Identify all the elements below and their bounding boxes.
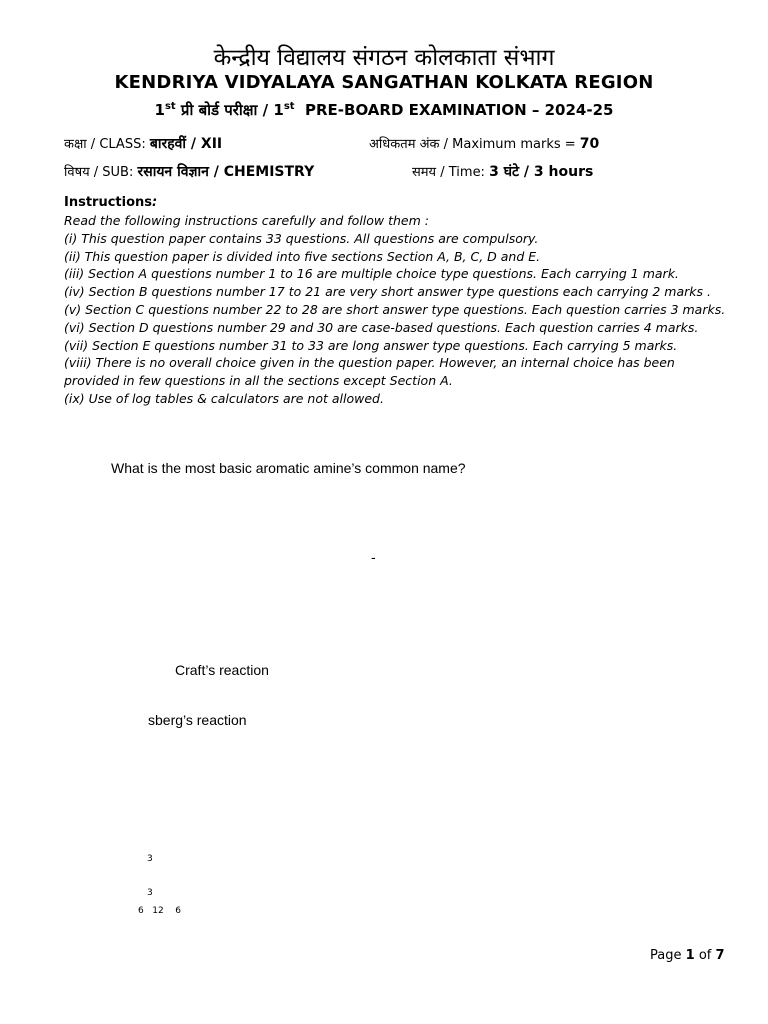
subscript-3-a: 3 <box>147 854 153 864</box>
marks-value: 70 <box>579 136 600 152</box>
page-of: of <box>698 948 712 963</box>
marks-line <box>369 134 599 152</box>
instruction-line: Read the following instructions carefully and follow them : <box>64 213 429 228</box>
instruction-line: (iv) Section B questions number 17 to 21 are very short answer type questions each carrying 2 marks . <box>64 284 711 300</box>
subject-line <box>64 162 314 181</box>
instructions-list <box>64 212 725 408</box>
class-line <box>64 134 222 153</box>
exam-title <box>0 100 768 120</box>
question-text: What is the most basic aromatic amine’s common name? <box>111 460 466 476</box>
exam-hindi: प्री बोर्ड परीक्षा / 1 <box>180 101 284 119</box>
exam-sup: st <box>164 101 176 112</box>
instruction-line: (vi) Section D questions number 29 and 30 are case-based questions. Each question carries 4 marks. <box>64 319 699 335</box>
page-prefix: Page <box>650 948 682 963</box>
marks-label: अधिकतम अंक / Maximum marks = <box>369 137 576 152</box>
instructions-heading-text: Instructions <box>64 195 153 210</box>
instruction-line: (iii) Section A questions number 1 to 16 are multiple choice type questions. Each carrying 1 mark. <box>64 266 679 282</box>
instruction-line: (i) This question paper contains 33 questions. All questions are compulsory. <box>64 230 539 246</box>
instruction-line: provided in few questions in all the sections except Section A. <box>64 373 453 389</box>
option-hinsberg-reaction: sberg’s reaction <box>148 712 247 728</box>
subject-label: विषय / SUB: <box>64 165 134 180</box>
formula-subscripts: 6 12 6 <box>138 906 181 916</box>
instruction-line: (ii) This question paper is divided into five sections Section A, B, C, D and E. <box>64 248 541 264</box>
instruction-line: (vii) Section E questions number 31 to 33 are long answer type questions. Each carrying 5 marks. <box>64 337 678 353</box>
dash-mark: - <box>371 549 376 565</box>
time-value: 3 घंटे / 3 hours <box>489 164 594 180</box>
region-title: KENDRIYA VIDYALAYA SANGATHAN KOLKATA REGION <box>114 72 654 93</box>
exam-sup-2: st <box>283 101 295 112</box>
class-label: कक्षा / CLASS: <box>64 137 146 152</box>
instruction-line: (v) Section C questions number 22 to 28 are short answer type questions. Each question carries 3 marks. <box>64 301 726 317</box>
exam-english: PRE-BOARD EXAMINATION – 2024-25 <box>305 101 614 119</box>
instructions-heading-suffix: : <box>152 195 158 210</box>
instructions-heading <box>64 195 157 210</box>
option-crafts-reaction: Craft’s reaction <box>175 662 269 678</box>
time-label: समय / Time: <box>412 165 485 180</box>
class-value: बारहवीं / XII <box>149 136 223 152</box>
subject-value: रसायन विज्ञान / CHEMISTRY <box>137 164 315 180</box>
page-number <box>650 948 725 963</box>
instruction-line: (viii) There is no overall choice given in the question paper. However, an internal choice has been <box>64 355 675 371</box>
time-line <box>412 162 593 181</box>
page-current: 1 <box>685 948 695 963</box>
subscript-3-b: 3 <box>147 888 153 898</box>
instruction-line: (ix) Use of log tables & calculators are not allowed. <box>64 390 384 406</box>
hindi-title: केन्द्रीय विद्यालय संगठन कोलकाता संभाग <box>213 45 555 71</box>
page-total: 7 <box>715 948 725 963</box>
exam-number: 1 <box>154 101 165 119</box>
